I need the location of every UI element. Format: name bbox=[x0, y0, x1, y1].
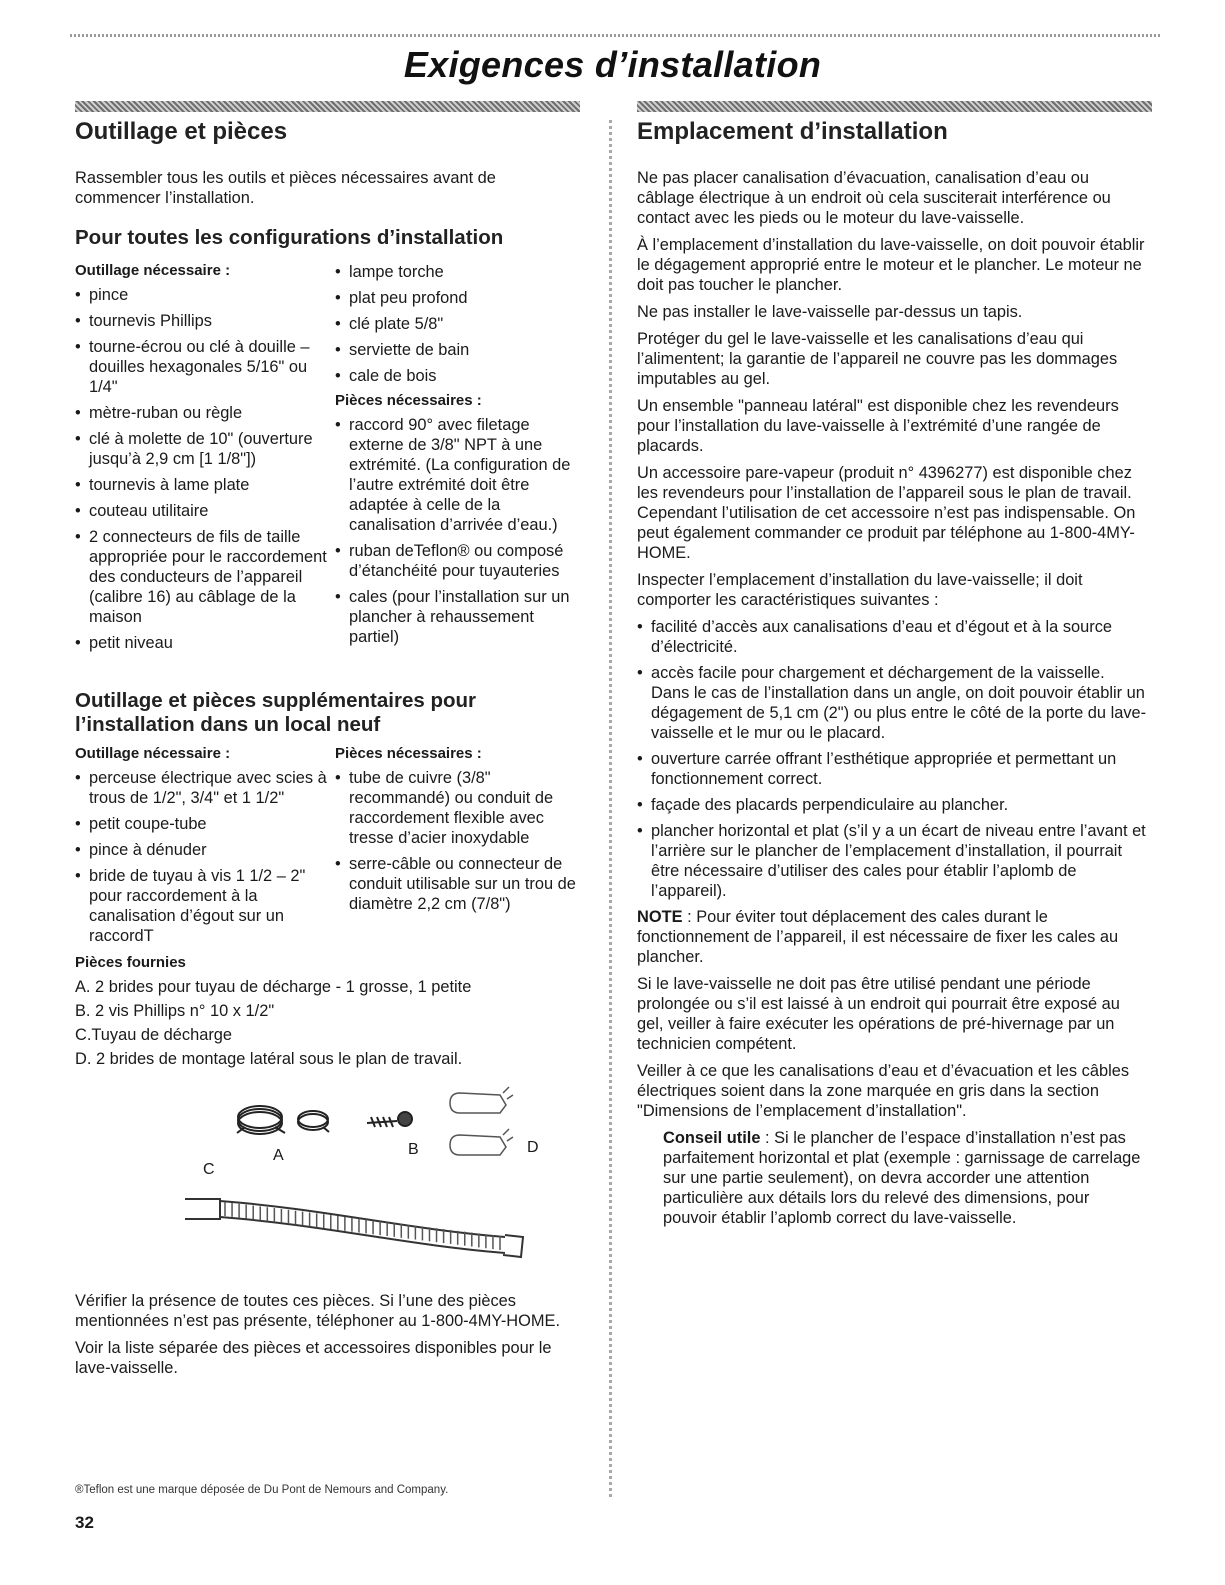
list-item: • tournevis Phillips bbox=[75, 311, 335, 331]
list-item: • pince bbox=[75, 285, 335, 305]
list-item: • pince à dénuder bbox=[75, 840, 335, 860]
supplied-parts-figure bbox=[75, 1079, 585, 1279]
tip-paragraph bbox=[663, 1128, 1147, 1228]
paragraph: Ne pas installer le lave-vaisselle par-dessus un tapis. bbox=[637, 303, 1023, 321]
list-item: • cale de bois bbox=[335, 366, 585, 386]
list-item: • petit coupe-tube bbox=[75, 814, 335, 834]
list-item: • 2 connecteurs de fils de taille appropriée pour le raccordement des conducteurs de l’appareil (calibre 16) au câblage de la maison bbox=[75, 527, 335, 627]
paragraph: Veiller à ce que les canalisations d’eau et d’évacuation et les câbles électriques soient dans la zone marquée en gris dans la section "Dimensions de l’emplacement d’installation". bbox=[637, 1062, 1130, 1120]
tools-list-continued bbox=[335, 262, 585, 386]
new-build-heading: Outillage et pièces supplémentaires pour l’installation dans un local neuf bbox=[75, 689, 477, 736]
list-item: • plat peu profond bbox=[335, 288, 585, 308]
list-item: • clé à molette de 10" (ouverture jusqu’à 2,9 cm [1 1/8"]) bbox=[75, 429, 335, 469]
list-item: • ruban deTeflon® ou composé d’étanchéité pour tuyauteries bbox=[335, 541, 585, 581]
supplied-parts-label: Pièces fournies bbox=[75, 954, 186, 971]
list-item: • clé plate 5/8" bbox=[335, 314, 585, 334]
paragraph: Ne pas placer canalisation d’évacuation, canalisation d’eau ou câblage électrique à un endroit où cela susciterait interférence ou contact avec les pieds ou le moteur du lave-vaisselle. bbox=[637, 169, 1111, 227]
tools-parts-heading: Outillage et pièces bbox=[75, 118, 288, 145]
new-build-lists bbox=[75, 745, 585, 952]
parts-illustration bbox=[75, 1079, 585, 1279]
note-text: : Pour éviter tout déplacement des cales durant le fonctionnement de l’appareil, il est nécessaire de fixer les cales au plancher. bbox=[637, 908, 1119, 966]
list-item: • serre-câble ou connecteur de conduit utilisable sur un trou de diamètre 2,2 cm (7/8") bbox=[335, 854, 585, 914]
parts-label: Pièces nécessaires : bbox=[335, 392, 482, 409]
list-item: • tube de cuivre (3/8" recommandé) ou conduit de raccordement flexible avec tresse d’acier inoxydable bbox=[335, 768, 585, 848]
top-rule bbox=[70, 34, 1160, 37]
screws-illustration bbox=[367, 1112, 412, 1127]
list-item: • plancher horizontal et plat (s’il y a un écart de niveau entre l’avant et l’arrière sur le plancher de l’emplacement d’installation, il pourrait être nécessaire d’utiliser des cales pour établir l’aplomb de l’appareil). bbox=[637, 821, 1147, 901]
list-item: • raccord 90° avec filetage externe de 3/8" NPT à une extrémité. (La configuration de l’autre extrémité doit être adaptée à celle de la canalisation d’arrivée d’eau.) bbox=[335, 415, 585, 535]
tip-text: : Si le plancher de l’espace d’installation n’est pas parfaitement horizontal et plat (exemple : garnissage de carrelage sur une partie seulement), on devra accorder une attention particulière aux détails lors du relevé des dimensions, pour pouvoir établir l’aplomb correct du lave-vaisselle. bbox=[663, 1129, 1141, 1227]
list-item: • accès facile pour chargement et déchargement de la vaisselle. Dans le cas de l’installation dans un angle, on doit pouvoir établir un dégagement de 5,1 cm (2") ou plus entre le côté de la porte du lave-vaisselle et le mur ou le placard. bbox=[637, 663, 1147, 743]
list-item: • bride de tuyau à vis 1 1/2 – 2" pour raccordement à la canalisation d’égout sur un raccordT bbox=[75, 866, 335, 946]
list-item: • tournevis à lame plate bbox=[75, 475, 335, 495]
list-item: • façade des placards perpendiculaire au plancher. bbox=[637, 795, 1147, 815]
list-item: • cales (pour l’installation sur un plancher à rehaussement partiel) bbox=[335, 587, 585, 647]
list-item: • serviette de bain bbox=[335, 340, 585, 360]
list-item: • petit niveau bbox=[75, 633, 335, 653]
paragraph: Un ensemble "panneau latéral" est disponible chez les revendeurs pour l’installation du lave-vaisselle à l’extrémité d’une rangée de placards. bbox=[637, 397, 1119, 455]
list-item: • tourne-écrou ou clé à douille – douilles hexagonales 5/16" ou 1/4" bbox=[75, 337, 335, 397]
list-item: • lampe torche bbox=[335, 262, 585, 282]
hose-ribs bbox=[225, 1202, 500, 1250]
note-label: NOTE bbox=[637, 908, 683, 926]
paragraph: À l’emplacement d’installation du lave-vaisselle, on doit pouvoir établir le dégagement approprié entre le moteur et le plancher. Le moteur ne doit pas toucher le plancher. bbox=[637, 236, 1145, 294]
all-configs-heading: Pour toutes les configurations d’installation bbox=[75, 226, 504, 249]
supplied-item-b: B. 2 vis Phillips n° 10 x 1/2" bbox=[75, 1002, 275, 1020]
page-title: Exigences d’installation bbox=[403, 44, 822, 85]
tip-label: Conseil utile bbox=[663, 1129, 761, 1147]
list-item: • ouverture carrée offrant l’esthétique appropriée et permettant un fonctionnement correct. bbox=[637, 749, 1147, 789]
column-separator bbox=[609, 120, 612, 1500]
list-item: • facilité d’accès aux canalisations d’eau et d’égout et à la source d’électricité. bbox=[637, 617, 1147, 657]
teflon-footnote: ®Teflon est une marque déposée de Du Pont de Nemours and Company. bbox=[75, 1484, 449, 1496]
see-list-text: Voir la liste séparée des pièces et accessoires disponibles pour le lave-vaisselle. bbox=[75, 1339, 552, 1377]
supplied-item-a: A. 2 brides pour tuyau de décharge - 1 grosse, 1 petite bbox=[75, 978, 472, 996]
label-d: D bbox=[527, 1139, 539, 1156]
paragraph: Un accessoire pare-vapeur (produit n° 4396277) est disponible chez les revendeurs pour l’installation de l’appareil sous le plan de travail. Cependant l’utilisation de cet accessoire n’est pas indispensable. On peut également commander ce produit par téléphone au 1-800-4MY-HOME. bbox=[637, 464, 1136, 562]
intro-text: Rassembler tous les outils et pièces nécessaires avant de commencer l’installation. bbox=[75, 169, 496, 207]
left-column bbox=[75, 118, 585, 1385]
drain-hose-illustration bbox=[185, 1199, 523, 1257]
location-features-list bbox=[637, 617, 1147, 901]
list-item: • couteau utilitaire bbox=[75, 501, 335, 521]
page-number: 32 bbox=[75, 1513, 94, 1532]
tools-list bbox=[75, 285, 335, 653]
right-header-bar bbox=[637, 101, 1152, 112]
new-build-parts-list bbox=[335, 768, 585, 914]
check-parts-text: Vérifier la présence de toutes ces pièces. Si l’une des pièces mentionnées n’est pas présente, téléphoner au 1-800-4MY-HOME. bbox=[75, 1292, 561, 1330]
tools-label: Outillage nécessaire : bbox=[75, 262, 231, 279]
tools-label: Outillage nécessaire : bbox=[75, 745, 231, 762]
all-configs-lists bbox=[75, 262, 585, 659]
parts-list bbox=[335, 415, 585, 647]
paragraph: Si le lave-vaisselle ne doit pas être utilisé pendant une période prolongée ou s’il est laissé à un endroit qui pourrait être exposé au gel, veiller à faire exécuter les opérations de pré-hivernage par un technicien compétent. bbox=[637, 975, 1120, 1053]
right-column bbox=[637, 118, 1147, 1235]
left-header-bar bbox=[75, 101, 580, 112]
paragraph: Inspecter l’emplacement d’installation du lave-vaisselle; il doit comporter les caractéristiques suivantes : bbox=[637, 571, 1083, 609]
supplied-item-d: D. 2 brides de montage latéral sous le plan de travail. bbox=[75, 1050, 463, 1068]
paragraph: Protéger du gel le lave-vaisselle et les canalisations d’eau qui l’alimentent; la garantie de l’appareil ne couvre pas les dommages imputables au gel. bbox=[637, 330, 1118, 388]
list-item: • perceuse électrique avec scies à trous de 1/2", 3/4" et 1 1/2" bbox=[75, 768, 335, 808]
label-c: C bbox=[203, 1161, 215, 1178]
hose-clamps-illustration bbox=[237, 1106, 329, 1134]
new-build-tools-list bbox=[75, 768, 335, 946]
label-b: B bbox=[408, 1141, 419, 1158]
note-paragraph bbox=[637, 907, 1147, 967]
brackets-illustration bbox=[450, 1087, 513, 1155]
supplied-item-c: C.Tuyau de décharge bbox=[75, 1026, 233, 1044]
list-item: • mètre-ruban ou règle bbox=[75, 403, 335, 423]
location-heading: Emplacement d’installation bbox=[637, 118, 948, 145]
parts-label: Pièces nécessaires : bbox=[335, 745, 482, 762]
label-a: A bbox=[273, 1147, 284, 1164]
